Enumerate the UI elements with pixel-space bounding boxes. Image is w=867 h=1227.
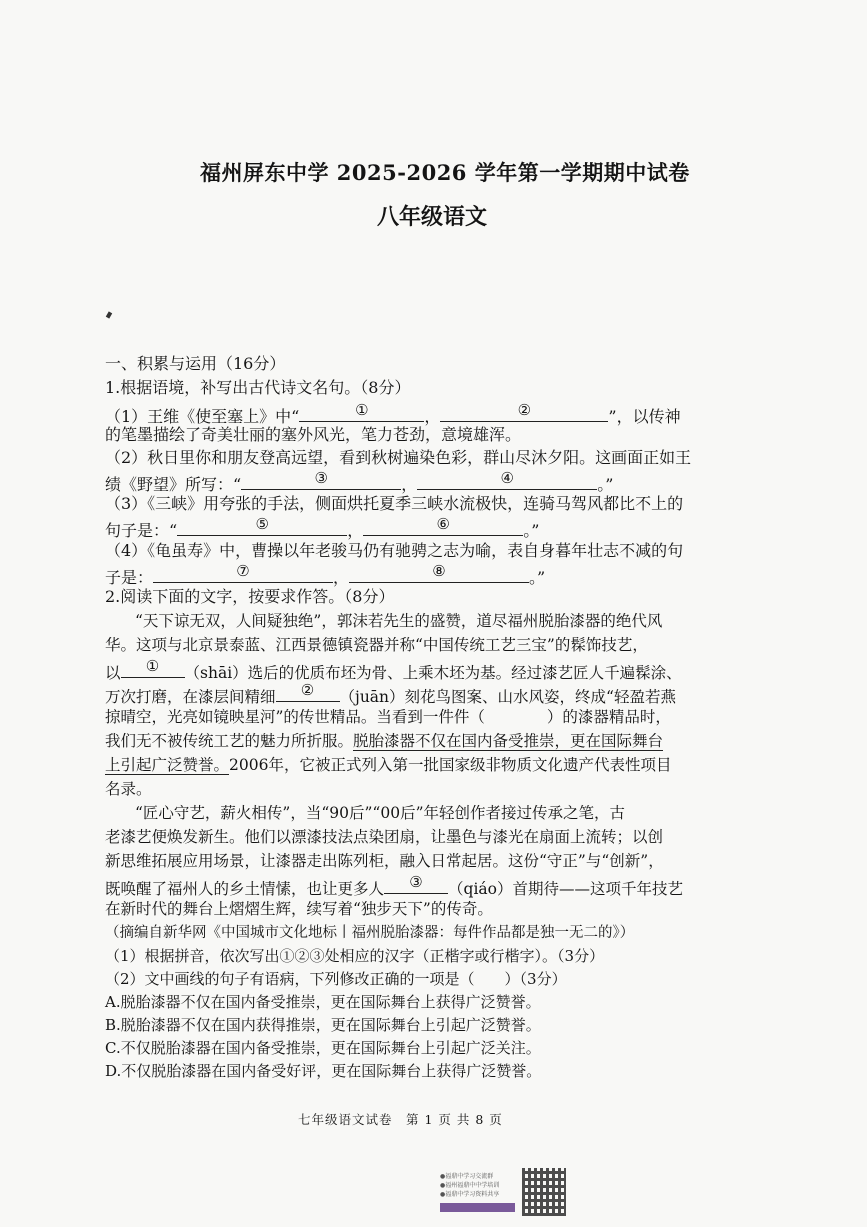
passage-blank-1[interactable]: ① — [121, 659, 185, 678]
blank-7[interactable]: ⑦ — [153, 564, 333, 583]
q1-part2-line1: （2）秋日里你和朋友登高远望，看到秋树遍染色彩，群山尽沐夕阳。这画面正如王 — [105, 448, 692, 467]
q1-part3-line2: 句子是：“ ⑤ ， ⑥ 。” — [105, 515, 540, 540]
option-b[interactable]: B.脱胎漆器不仅在国内获得推崇，更在国际舞台上引起广泛赞誉。 — [105, 1016, 541, 1034]
passage-blank-3[interactable]: ③ — [384, 875, 448, 894]
blank-5[interactable]: ⑤ — [177, 517, 347, 536]
exam-subtitle: 八年级语文 — [377, 204, 488, 230]
blank-8[interactable]: ⑧ — [349, 564, 529, 583]
passage-source: （摘编自新华网《中国城市文化地标丨福州脱胎漆器：每件作品都是独一无二的》） — [105, 925, 635, 941]
passage-para1-line3: 以 ① （shāi）选后的优质布坯为骨、上乘木坯为基。经过漆艺匠人千遍髹涂、 — [105, 657, 682, 682]
option-c[interactable]: C.不仅脱胎漆器在国内备受推崇，更在国际舞台上引起广泛关注。 — [105, 1039, 541, 1057]
q1-part1-line2: 的笔墨描绘了奇美壮丽的塞外风光，笔力苍劲，意境雄浑。 — [105, 425, 522, 444]
passage-para1-line4: 万次打磨，在漆层间精细 ② （juān）刻花鸟图案、山水风姿，终成“轻盈若燕 — [105, 681, 676, 706]
watermark-line-2: ●福州福鼎中中学培训 — [440, 1182, 500, 1189]
blank-2[interactable]: ② — [440, 403, 608, 422]
passage-para1-line2: 华。这项与北京景泰蓝、江西景德镇瓷器并称“中国传统工艺三宝”的髹饰技艺， — [105, 636, 648, 654]
passage-para1-line6: 我们无不被传统工艺的魅力所折服。脱胎漆器不仅在国内备受推崇，更在国际舞台 — [105, 732, 664, 750]
underlined-sentence-part1: 脱胎漆器不仅在国内备受推崇，更在国际舞台 — [353, 732, 664, 750]
qr-code-icon — [522, 1168, 566, 1216]
option-d[interactable]: D.不仅脱胎漆器在国内备受好评，更在国际舞台上获得广泛赞誉。 — [105, 1062, 542, 1080]
question-2-stem: 2.阅读下面的文字，按要求作答。（8分） — [105, 587, 395, 606]
blank-4[interactable]: ④ — [417, 471, 597, 490]
page-footer: 七年级语文试卷 第 1 页 共 8 页 — [298, 1112, 503, 1127]
passage-para2-line2: 老漆艺便焕发新生。他们以漂漆技法点染团扇，让墨色与漆光在扇面上流转；以创 — [105, 828, 664, 846]
underlined-sentence-part2: 上引起广泛赞誉。 — [105, 756, 230, 774]
option-a[interactable]: A.脱胎漆器不仅在国内备受推崇，更在国际舞台上获得广泛赞誉。 — [105, 993, 541, 1011]
section-heading: 一、积累与运用（16分） — [105, 354, 286, 373]
blank-3[interactable]: ③ — [241, 471, 401, 490]
q2-sub1: （1）根据拼音，依次写出①②③处相应的汉字（正楷字或行楷字）。（3分） — [105, 947, 605, 965]
passage-para2-line4: 既唤醒了福州人的乡土情愫，也让更多人 ③ （qiáo）首期待——这项千年技艺 — [105, 873, 683, 898]
blank-6[interactable]: ⑥ — [363, 517, 523, 536]
watermark-line-1: ●福鼎中学习交流群 — [440, 1173, 494, 1180]
passage-para1-line8: 名录。 — [105, 780, 152, 798]
blank-1[interactable]: ① — [299, 403, 424, 422]
passage-para2-line5: 在新时代的舞台上熠熠生辉，续写着“独步天下”的传奇。 — [105, 900, 493, 918]
passage-para1-line5: 掠晴空，光亮如镜映星河”的传世精品。当看到一件件（ ）的漆器精品时， — [105, 708, 671, 726]
passage-blank-2[interactable]: ② — [276, 683, 340, 702]
exam-title: 福州屏东中学 2025-2026 学年第一学期期中试卷 — [200, 160, 690, 185]
q1-part1-line1: （1）王维《使至塞上》中“ ① ， ② ”，以传神 — [105, 401, 681, 426]
q2-sub2: （2）文中画线的句子有语病，下列修改正确的一项是（ ）（3分） — [105, 970, 567, 988]
q1-part2-line2: 绩《野望》所写：“ ③ ， ④ 。” — [105, 469, 614, 494]
scan-speck — [106, 311, 112, 318]
watermark-line-3: ●福鼎中学习资料共享 — [440, 1191, 500, 1198]
q1-part4-line1: （4）《龟虽寿》中，曹操以年老骏马仍有驰骋之志为喻，表自身暮年壮志不减的句 — [105, 541, 684, 560]
question-1-stem: 1.根据语境，补写出古代诗文名句。（8分） — [105, 378, 411, 397]
watermark-bar — [440, 1203, 515, 1212]
passage-para2-line1: “匠心守艺，薪火相传”，当“90后”“00后”年轻创作者接过传承之笔，古 — [135, 804, 625, 822]
passage-para1-line1: “天下谅无双，人间疑独绝”，郭沫若先生的盛赞，道尽福州脱胎漆器的绝代风 — [135, 612, 663, 630]
passage-para2-line3: 新思维拓展应用场景，让漆器走出陈列柜，融入日常起居。这份“守正”与“创新”， — [105, 852, 664, 870]
q1-part3-line1: （3）《三峡》用夸张的手法，侧面烘托夏季三峡水流极快，连骑马驾风都比不上的 — [105, 494, 684, 513]
passage-para1-line7: 上引起广泛赞誉。2006年，它被正式列入第一批国家级非物质文化遗产代表性项目 — [105, 756, 672, 774]
q1-part4-line2: 子是： ⑦ ， ⑧ 。” — [105, 562, 546, 587]
